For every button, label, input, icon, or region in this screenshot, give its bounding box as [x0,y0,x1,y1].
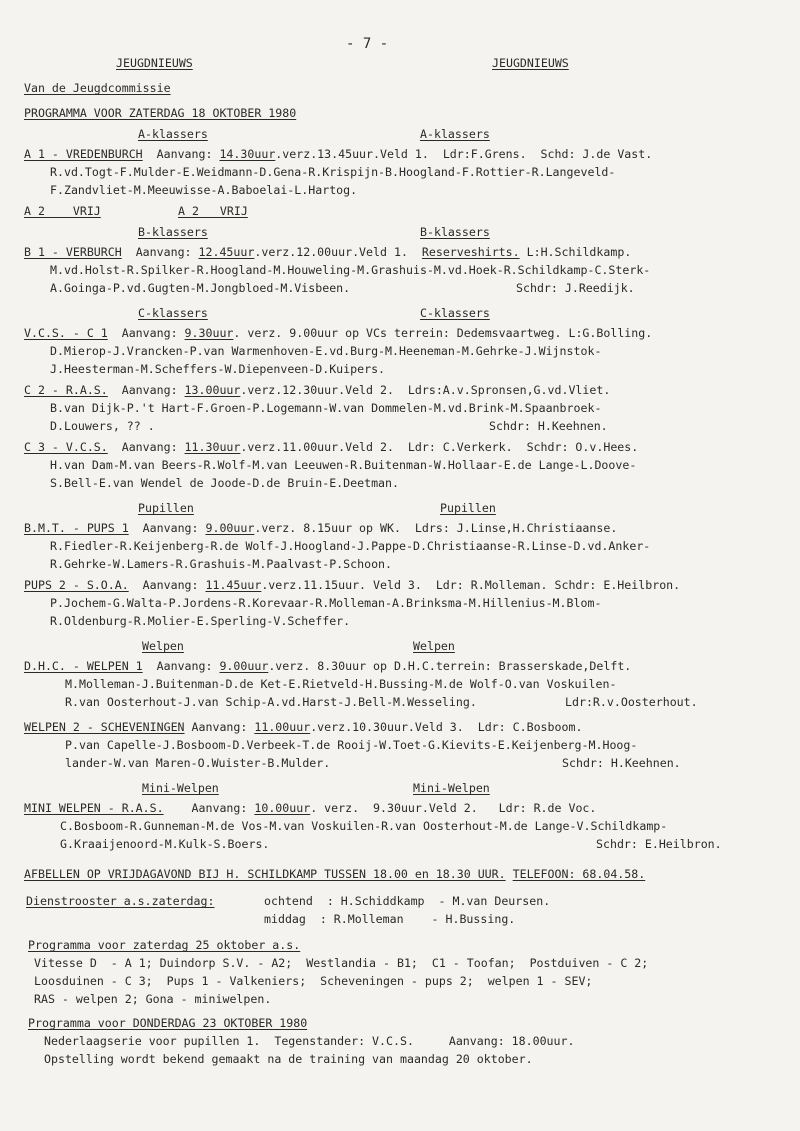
players-line: D.Louwers, ?? . [50,419,155,433]
header-right: JEUGDNIEUWS [492,56,569,70]
match-pups1-title: B.M.T. - PUPS 1 [24,521,129,535]
players-line: R.van Oosterhout-J.van Schip-A.vd.Harst-J.Bell-M.Wesseling. [65,695,477,709]
players-line: H.van Dam-M.van Beers-R.Wolf-M.van Leeuwen-R.Buitenman-W.Hollaar-E.de Lange-L.Doove- [50,458,637,472]
referee: Schdr: J.Reedijk. [516,281,635,295]
match-pups2: PUPS 2 - S.O.A. Aanvang: 11.45uur.verz.11.15uur. Veld 3. Ldr: R.Molleman. Schdr: E.Heilbron. [24,578,681,592]
commission-title: Van de Jeugdcommissie [24,81,171,95]
match-pups1-time: 9.00uur [205,521,255,535]
section-mini-left: Mini-Welpen [142,781,219,795]
programme-title: PROGRAMMA VOOR ZATERDAG 18 OKTOBER 1980 [24,106,297,120]
match-pups2-title: PUPS 2 - S.O.A. [24,578,129,592]
match-welpen1-time: 9.00uur [219,659,269,673]
referee: Schdr: E.Heilbron. [596,837,722,851]
prog25-line: Vitesse D - A 1; Duindorp S.V. - A2; Westlandia - B1; C1 - Toofan; Postduiven - C 2; [34,956,649,970]
match-pups2-time: 11.45uur [205,578,262,592]
prog25-line: Loosduinen - C 3; Pups 1 - Valkeniers; Scheveningen - pups 2; welpen 1 - SEV; [34,974,593,988]
afbellen-line [24,866,645,882]
match-c3: C 3 - V.C.S. Aanvang: 11.30uur.verz.11.00uur.Veld 2. Ldr: C.Verkerk. Schdr: O.v.Hees. [24,440,639,454]
match-c2: C 2 - R.A.S. Aanvang: 13.00uur.verz.12.30uur.Veld 2. Ldrs:A.v.Spronsen,G.vd.Vliet. [24,383,611,397]
players-line: R.Gehrke-W.Lamers-R.Grashuis-M.Paalvast-P.Schoon. [50,557,393,571]
prog23-title: Programma voor DONDERDAG 23 OKTOBER 1980 [28,1016,308,1030]
players-line: J.Heesterman-M.Scheffers-W.Diepenveen-D.Kuipers. [50,362,386,376]
dienstrooster-label: Dienstrooster a.s.zaterdag: [26,894,215,908]
section-a-right: A-klassers [420,127,490,141]
match-a2-left: A 2 VRIJ [24,204,101,218]
match-b1: B 1 - VERBURCH Aanvang: 12.45uur.verz.12.00uur.Veld 1. Reserveshirts. L:H.Schildkamp. [24,245,632,259]
match-c3-title: C 3 - V.C.S. [24,440,108,454]
match-welpen2: WELPEN 2 - SCHEVENINGEN Aanvang: 11.00uur.verz.10.30uur.Veld 3. Ldr: C.Bosboom. [24,720,583,734]
players-line: G.Kraaijenoord-M.Kulk-S.Boers. [60,837,270,851]
match-a1-title: A 1 - VREDENBURCH [24,147,143,161]
players-line: P.van Capelle-J.Bosboom-D.Verbeek-T.de Rooij-W.Toet-G.Kievits-E.Keijenberg-M.Hoog- [65,738,638,752]
match-c1: V.C.S. - C 1 Aanvang: 9.30uur. verz. 9.00uur op VCs terrein: Dedemsvaartweg. L:G.Bolling. [24,326,653,340]
section-a-left: A-klassers [138,127,208,141]
match-b1-time: 12.45uur [198,245,255,259]
section-c-left: C-klassers [138,306,208,320]
leader: Ldr:R.v.Oosterhout. [565,695,698,709]
match-welpen1-title: D.H.C. - WELPEN 1 [24,659,143,673]
section-c-right: C-klassers [420,306,490,320]
prog25-title: Programma voor zaterdag 25 oktober a.s. [28,938,301,952]
header-left: JEUGDNIEUWS [116,56,193,70]
section-pupillen-right: Pupillen [440,501,496,515]
match-c2-time: 13.00uur [184,383,241,397]
players-line: R.vd.Togt-F.Mulder-E.Weidmann-D.Gena-R.Krispijn-B.Hoogland-F.Rottier-R.Langeveld- [50,165,616,179]
match-a1-time: 14.30uur [219,147,276,161]
dienst-middag: middag : R.Molleman - H.Bussing. [264,912,516,926]
match-c1-title: V.C.S. - C 1 [24,326,108,340]
players-line: P.Jochem-G.Walta-P.Jordens-R.Korevaar-R.Molleman-A.Brinksma-M.Hillenius-M.Blom- [50,596,602,610]
prog23-line: Opstelling wordt bekend gemaakt na de training van maandag 20 oktober. [44,1052,533,1066]
players-line: M.Molleman-J.Buitenman-D.de Ket-E.Rietveld-H.Bussing-M.de Wolf-O.van Voskuilen- [65,677,617,691]
players-line: F.Zandvliet-M.Meeuwisse-A.Baboelai-L.Hartog. [50,183,358,197]
match-c1-time: 9.30uur [184,326,234,340]
prog23-line: Nederlaagserie voor pupillen 1. Tegenstander: V.C.S. Aanvang: 18.00uur. [44,1034,575,1048]
players-line: S.Bell-E.van Wendel de Joode-D.de Bruin-E.Deetman. [50,476,400,490]
players-line: lander-W.van Maren-O.Wuister-B.Mulder. [65,756,331,770]
match-mini-time: 10.00uur [254,801,311,815]
players-line: A.Goinga-P.vd.Gugten-M.Jongbloed-M.Visbeen. [50,281,351,295]
prog25-line: RAS - welpen 2; Gona - miniwelpen. [34,992,272,1006]
players-line: R.Oldenburg-R.Molier-E.Sperling-V.Scheffer. [50,614,351,628]
referee: Schdr: H.Keehnen. [562,756,681,770]
match-welpen2-time: 11.00uur [254,720,311,734]
match-c3-time: 11.30uur [184,440,241,454]
players-line: M.vd.Holst-R.Spilker-R.Hoogland-M.Houweling-M.Grashuis-M.vd.Hoek-R.Schildkamp-C.Sterk- [50,263,651,277]
section-welpen-right: Welpen [413,639,455,653]
referee: Schdr: H.Keehnen. [489,419,608,433]
players-line: R.Fiedler-R.Keijenberg-R.de Wolf-J.Hoogland-J.Pappe-D.Christiaanse-R.Linse-D.vd.Anker- [50,539,651,553]
afbellen-text: AFBELLEN OP VRIJDAGAVOND BIJ H. SCHILDKAMP TUSSEN 18.00 en 18.30 UUR. [24,867,506,881]
section-mini-right: Mini-Welpen [413,781,490,795]
match-mini-title: MINI WELPEN - R.A.S. [24,801,164,815]
section-b-right: B-klassers [420,225,490,239]
section-pupillen-left: Pupillen [138,501,194,515]
match-welpen1: D.H.C. - WELPEN 1 Aanvang: 9.00uur.verz. 8.30uur op D.H.C.terrein: Brasserskade,Delft. [24,659,632,673]
match-a1: A 1 - VREDENBURCH Aanvang: 14.30uur.verz.13.45uur.Veld 1. Ldr:F.Grens. Schd: J.de Vast. [24,147,653,161]
players-line: B.van Dijk-P.'t Hart-F.Groen-P.Logemann-W.van Dommelen-M.vd.Brink-M.Spaanbroek- [50,401,602,415]
match-welpen2-title: WELPEN 2 - SCHEVENINGEN [24,720,185,734]
match-a2-right: A 2 VRIJ [178,204,248,218]
section-welpen-left: Welpen [142,639,184,653]
telephone: TELEFOON: 68.04.58. [512,867,646,881]
section-b-left: B-klassers [138,225,208,239]
match-c2-title: C 2 - R.A.S. [24,383,108,397]
page-number: - 7 - [346,36,389,52]
players-line: D.Mierop-J.Vrancken-P.van Warmenhoven-E.vd.Burg-M.Heeneman-M.Gehrke-J.Wijnstok- [50,344,602,358]
match-b1-title: B 1 - VERBURCH [24,245,122,259]
players-line: C.Bosboom-R.Gunneman-M.de Vos-M.van Voskuilen-R.van Oosterhout-M.de Lange-V.Schildkamp- [60,819,668,833]
reserveshirts: Reserveshirts. [421,245,520,259]
dienst-ochtend: ochtend : H.Schiddkamp - M.van Deursen. [264,894,551,908]
match-pups1: B.M.T. - PUPS 1 Aanvang: 9.00uur.verz. 8.15uur op WK. Ldrs: J.Linse,H.Christiaanse. [24,521,618,535]
match-mini: MINI WELPEN - R.A.S. Aanvang: 10.00uur. verz. 9.30uur.Veld 2. Ldr: R.de Voc. [24,801,597,815]
